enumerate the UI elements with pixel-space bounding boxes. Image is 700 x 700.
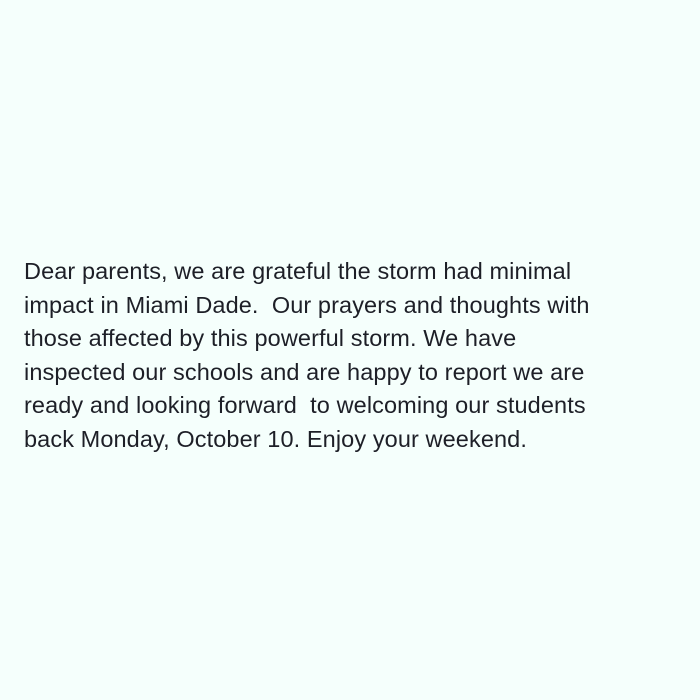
message-line: Dear parents, we are grateful the storm had minimal: [24, 258, 572, 284]
message-line: back Monday, October 10. Enjoy your weekend.: [24, 425, 527, 452]
message-line: ready and looking forward to welcoming our students: [24, 392, 586, 418]
message-line: those affected by this powerful storm. We have: [24, 325, 517, 351]
message-line: inspected our schools and are happy to report we are: [24, 358, 585, 385]
message-line: impact in Miami Dade. Our prayers and thoughts with: [24, 291, 590, 318]
message-text: [24, 255, 684, 456]
